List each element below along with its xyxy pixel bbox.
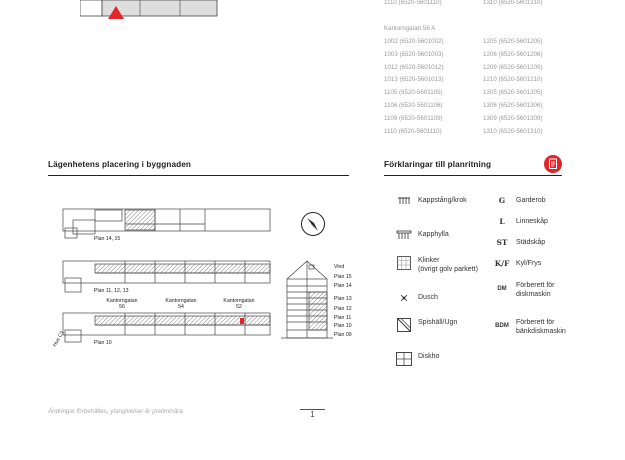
legend-item-hanger: Kappstång/krok [394, 196, 467, 206]
legend-item-hat-shelf: Kapphylla [394, 230, 449, 240]
section-label: Plan 15 [334, 274, 352, 280]
list-item: 1003 (6520-5601003) [384, 50, 444, 58]
legend-item-stadskap: ST Städskåp [496, 238, 546, 247]
apartment-marker [240, 318, 244, 324]
north-arrow-icon [302, 213, 325, 236]
street-label-52: Kantorngatan 52 [223, 298, 255, 310]
address-label: Kantorngatan 56 A [384, 25, 436, 32]
list-item: 1206 (6520-5601206) [483, 50, 543, 58]
street-label-56: Kantorngatan 56 [106, 298, 138, 310]
plan-label-top: Plan 14, 15 [94, 236, 121, 242]
apt-list-right [483, 36, 543, 138]
footer-disclaimer: Ändringar förbehålles, ytangivelser är preliminära [48, 408, 183, 415]
legend-item-garderob: G Garderob [498, 196, 546, 205]
plan-bottom [63, 313, 270, 342]
page-number: 1 [310, 410, 315, 419]
section-label: Vind [334, 264, 345, 270]
legend-heading: Förklaringar till planritning [384, 160, 492, 169]
list-item: 1013 (6520-5601013) [384, 76, 444, 84]
section-elevation [281, 261, 333, 338]
dish-rack-icon [394, 352, 414, 366]
plan-top [63, 209, 270, 238]
list-item: 1209 (6520-5601209) [483, 63, 543, 71]
section-label: Plan 14 [334, 283, 352, 289]
hat-shelf-icon [394, 230, 414, 240]
apt-list-row0-right: 1310 (6520-5601310) [483, 0, 543, 6]
section-label: Plan 10 [334, 323, 352, 329]
list-item: 1110 (6520-5601110) [384, 127, 442, 135]
section-label: Plan 11 [334, 315, 352, 321]
apt-list-row0-left: 1110 (6520-5601110) [384, 0, 442, 6]
legend-item-kylfrys: K/F Kyl/Frys [494, 259, 542, 268]
hanger-rail-icon [394, 196, 414, 206]
building-corner-label: Hus C1 [52, 330, 66, 348]
section-label: Plan 09 [334, 332, 352, 338]
list-item: 1002 (6520-5601002) [384, 38, 444, 45]
section-label: Plan 12 [334, 306, 352, 312]
list-item: 1109 (6520-5601109) [384, 114, 443, 122]
apt-list-left [384, 36, 444, 138]
list-item: 1310 (6520-5601310) [483, 127, 543, 135]
list-item: 1305 (6520-5601305) [483, 89, 543, 97]
legend-item-stove: Spishäll/Ugn [394, 318, 457, 332]
list-item: 1105 (6520-5601105) [384, 89, 443, 97]
list-item: 1309 (6520-5601309) [483, 114, 543, 122]
street-label-54: Kantorngatan 54 [165, 298, 197, 310]
tile-grid-icon [394, 256, 414, 270]
legend-item-dm: DM Förberett för diskmaskin [497, 282, 555, 298]
sink-icon [394, 318, 414, 332]
list-item: 1205 (6520-5601205) [483, 38, 543, 45]
list-item: 1306 (6520-5601306) [483, 101, 543, 109]
building-plans-drawing [55, 200, 355, 355]
plan-label-middle: Plan 11, 12, 13 [94, 288, 129, 294]
plan-label-bottom: Plan 10 [94, 340, 112, 346]
pdf-icon[interactable] [544, 155, 562, 173]
section-label: Plan 13 [334, 296, 352, 302]
shower-icon [394, 293, 414, 303]
list-item: 1012 (6520-5601012) [384, 63, 444, 71]
list-item: 1106 (6520-5601106) [384, 101, 443, 109]
legend-item-tile: Klinker (övrigt golv parkett) [394, 256, 478, 274]
floorplan-fragment [80, 0, 230, 22]
placement-divider [48, 175, 349, 176]
legend-item-linneskap: L Linneskåp [499, 217, 548, 226]
legend-item-bdm: BDM Förberett för bänkdiskmaskin [495, 319, 566, 335]
legend-item-dish: Diskho [394, 352, 439, 366]
legend-item-shower: Dusch [394, 293, 438, 303]
legend-divider [384, 175, 562, 176]
placement-heading: Lägenhetens placering i byggnaden [48, 160, 191, 169]
list-item: 1210 (6520-5601210) [483, 76, 543, 84]
